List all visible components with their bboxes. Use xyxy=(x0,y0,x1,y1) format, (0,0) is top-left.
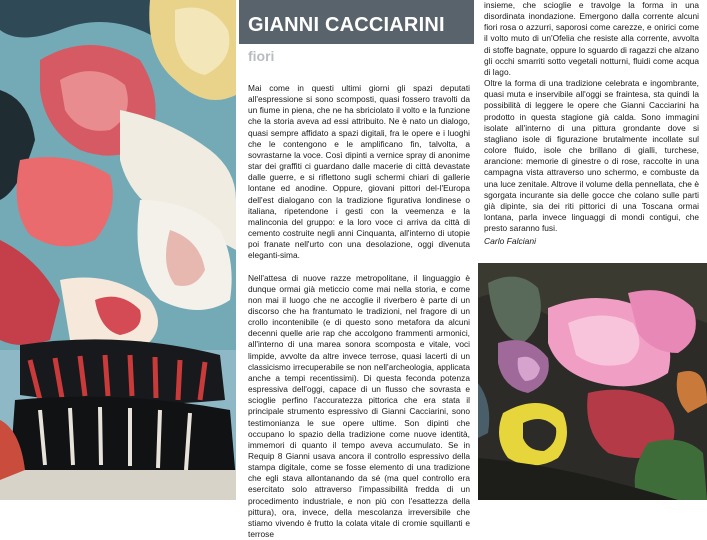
essay-paragraph: Mai come in questi ultimi giorni gli spazi deputati all'espressione si sono scomposti, quasi fossero travolti da un fiume in piena, che ne ha sbriciolato il volto e la funzione che la storia aveva ad essi attribuito. Ne è nato un dialogo, quasi sempre affidato a spazi digitali, fra le opere e i luoghi che le contengono e le amplificano fin, talvolta, a sovrastarne la voce. Così dipinti a vernice spray di anonime star dei graffiti ci guardano dalle macerie di città devastate dalle guerre, e si riflettono sugli schermi chiari di gallerie lontane ed anodine. Oppure, giovani pittori del-l'Europa dell'est dialogano con la tradizione figurativa londinese o italiana, ripetendone i gesti con la veemenza e la malinconia del gruppo: e la loro voce ci arriva da città di cemento costruite negli anni Cinquanta, all'interno di utopie poi franate nell'urto con una desolazione, oggi divenuta eleganti-sima. xyxy=(248,83,470,262)
essay-column-left xyxy=(248,83,470,540)
essay-paragraph: insieme, che scioglie e travolge la forma in una disordinata inondazione. Emergono dalla corrente alcuni fiori rosa o azzurri, saporosi come carezze, e onirici come il volto muto di un'Ofelia che resiste alla corrente, avvolta di stoffe bagnate, oppure lo sguardo di ragazzi che alzano gli occhi smarriti sotto vegetali notturni, fluidi come acqua di lago. xyxy=(484,0,699,78)
abstract-flower-painting xyxy=(0,0,236,500)
essay-column-right xyxy=(484,0,699,234)
essay-paragraph: Oltre la forma di una tradizione celebrata e ingombrante, quasi muta e inservibile all'oggi se fraintesa, sta quindi la possibilità di leggere le opere che Gianni Cacciarini ha prodotto in questa stagione già calda. Sono immagini isolate all'interno di una pittura grondante dove si stagliano isole di figurazione brutalmente incollate sul colore fluido, isole che brillano di gialli, turchese, arancione: memorie di ginestre o di rose, raccolte in una campagna vista attraverso uno schermo, e combuste da una luce zenitale. Altrove il volume della pennellata, che è sgorgata incurante sia delle gocce che colano sulle parti già dipinte, sia dei riti pittorici di una Toscana ormai lontana, parla invece linguaggi di mondi contigui, che presto saranno fusi. xyxy=(484,78,699,234)
subtitle: fiori xyxy=(248,48,274,64)
painting-left xyxy=(0,0,236,500)
painting-right xyxy=(478,263,707,500)
essay-paragraph: Nell'attesa di nuove razze metropolitane, il linguaggio è dunque ormai già meticcio come mai nella storia, e come non mai il luogo che ne accoglie il riverbero è parte di un discorso che ha frantumato le tradizioni, nel fragore di un crollo incontenibile (e di questo sono metafora da alcuni decenni quelle arie rap che accolgono frammenti armonici, all'interno di una marea sonora scomposta e vitale, voci limpide, avvolte da altre invece terrose, quasi lacerti di un classicismo irrecuperabile se non nell'archeologia, applicata anche a tempi recentissimi). Di questa feconda potenza espressiva dell'oggi, capace di un flusso che sovrasta e scioglie perfino l'accuratezza pittorica che era stata il principale strumento espressivo di Gianni Cacciarini, sono testimonianza le sue opere ultime. Son dipinti che occupano lo spazio della tradizione come nuove identità, immemori di quanto il tempo aveva accumulato. Se in Requip 8 Gianni usava ancora il controllo espressivo della stampa digitale, come se fosse elemento di una tradizione che egli stava allontanando da sé (ma quel controllo era esercitato solo attraverso l'impassibilità fredda di un procedimento industriale, e non più con l'esattezza della pittura), ora, invece, della mescolanza irreversibile che stiamo vivendo è frutto la colata vitale di cromie squillanti e terrose xyxy=(248,273,470,540)
author-signature: Carlo Falciani xyxy=(484,236,536,246)
flowers-and-bird-painting xyxy=(478,263,707,500)
artist-name-title: GIANNI CACCIARINI xyxy=(248,14,445,37)
